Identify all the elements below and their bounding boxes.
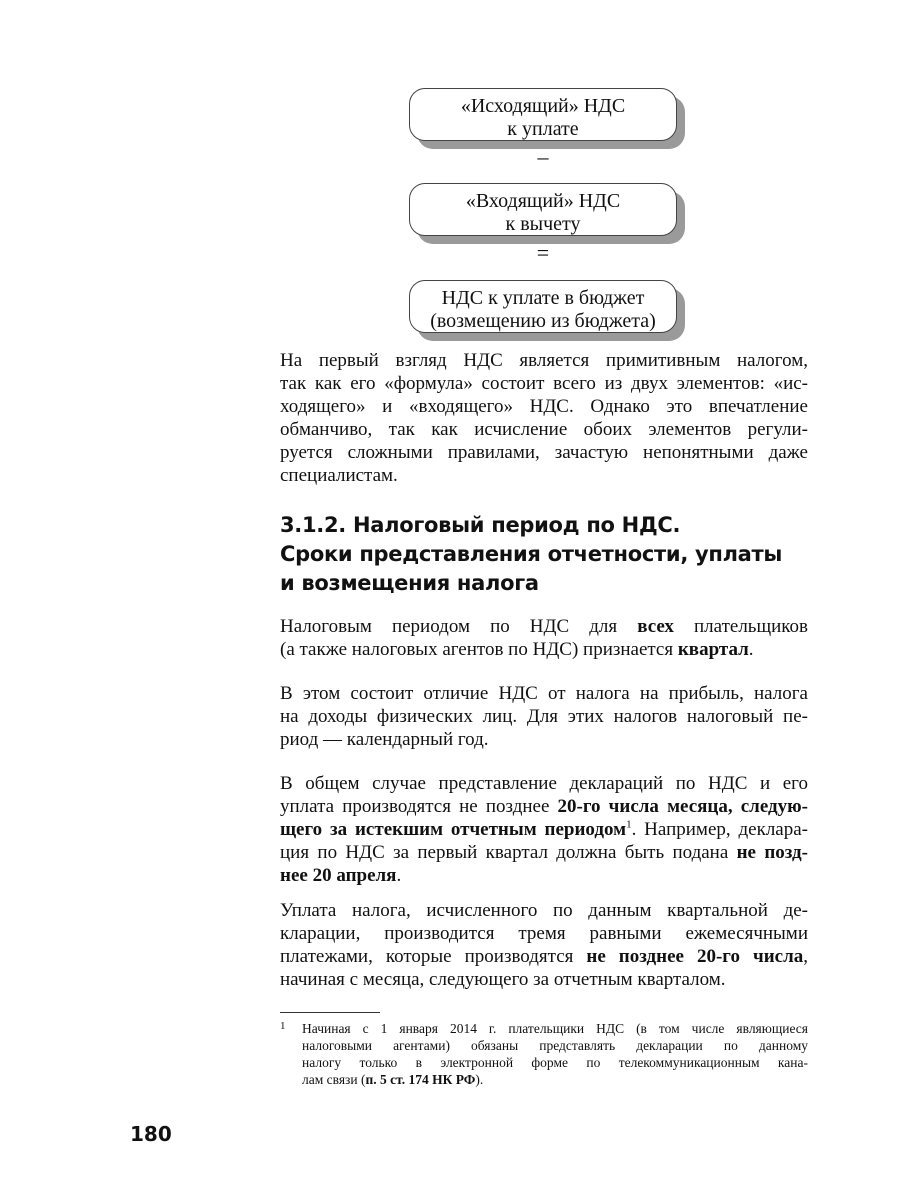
bold-text: нее 20 апреля <box>280 865 397 886</box>
box-line: НДС к уплате в бюджет <box>441 287 645 309</box>
footnote-mark: 1 <box>280 1020 286 1032</box>
text-line: обманчиво, так как исчисление обоих элементов регули- <box>280 419 808 440</box>
bold-text: п. 5 ст. 174 НК РФ <box>365 1072 476 1087</box>
text-line: В общем случае представление деклараций по НДС и его <box>280 773 808 794</box>
heading-line: Сроки представления отчетности, уплаты <box>280 542 783 566</box>
box-line: к уплате <box>507 118 579 140</box>
outgoing-vat-box <box>409 88 677 141</box>
intro-paragraph <box>280 349 808 487</box>
text-line: Начиная с 1 января 2014 г. плательщики НДС (в том числе являющиеся <box>302 1021 808 1036</box>
text-line: (а также налоговых агентов по НДС) признается квартал. <box>280 639 754 660</box>
text-line: лам связи (п. 5 ст. 174 НК РФ). <box>302 1072 484 1087</box>
difference-paragraph <box>280 682 808 751</box>
text-line: специалистам. <box>280 465 398 486</box>
text-line: риод — календарный год. <box>280 729 489 750</box>
box-line: к вычету <box>505 213 581 235</box>
minus-operator: – <box>537 144 549 169</box>
text-line: начиная с месяца, следующего за отчетным кварталом. <box>280 969 726 990</box>
section-heading <box>280 511 840 598</box>
text-line: налогу только в электронной форме по телекоммуникационным кана- <box>302 1055 808 1070</box>
box-line: «Исходящий» НДС <box>460 95 626 117</box>
equals-operator: = <box>536 240 550 265</box>
heading-line: 3.1.2. Налоговый период по НДС. <box>280 513 681 537</box>
deadline-paragraph <box>280 772 808 887</box>
text-line: платежами, которые производятся не позднее 20-го числа, <box>280 946 808 967</box>
page-number: 180 <box>130 1122 172 1146</box>
footnote <box>280 1020 808 1088</box>
footnote-text <box>302 1020 808 1088</box>
bold-text: квартал <box>677 639 749 660</box>
text-line: ция по НДС за первый квартал должна быть подана не позд- <box>280 842 808 863</box>
tax-period-paragraph <box>280 615 808 661</box>
bold-text: не позднее 20-го числа <box>586 946 804 967</box>
box-line: «Входящий» НДС <box>465 190 621 212</box>
text-line: кларации, производится тремя равными ежемесячными <box>280 923 808 944</box>
text-line: налоговыми агентами) обязаны представлять декларации по данному <box>302 1038 808 1053</box>
text-line: нее 20 апреля. <box>280 865 402 886</box>
vat-payable-box <box>409 280 677 333</box>
text-line: Уплата налога, исчисленного по данным квартальной де- <box>280 900 808 921</box>
text-line: так как его «формула» состоит всего из двух элементов: «ис- <box>280 373 808 394</box>
text-line: руется сложными правилами, зачастую непонятными даже <box>280 442 808 463</box>
incoming-vat-box <box>409 183 677 236</box>
text-line: ходящего» и «входящего» НДС. Однако это впечатление <box>280 396 808 417</box>
footnote-separator <box>280 1012 380 1013</box>
text-line: уплата производятся не позднее 20-го числа месяца, следую- <box>280 796 808 817</box>
footnote-ref: 1 <box>626 818 632 831</box>
bold-text: щего за истекшим отчетным периодом <box>280 819 627 840</box>
payment-paragraph <box>280 899 808 991</box>
bold-text: всех <box>637 616 674 637</box>
box-line: (возмещению из бюджета) <box>430 310 656 332</box>
bold-text: 20-го числа месяца, следую- <box>557 796 808 817</box>
text-line: Налоговым периодом по НДС для всех плательщиков <box>280 616 809 637</box>
text-line: На первый взгляд НДС является примитивным налогом, <box>280 350 808 371</box>
text-line: щего за истекшим отчетным периодом$^1$. Например, деклара- <box>280 818 808 840</box>
text-line: В этом состоит отличие НДС от налога на прибыль, налога <box>280 683 808 704</box>
bold-text: не позд- <box>736 842 808 863</box>
text-line: на доходы физических лиц. Для этих налогов налоговый пе- <box>280 706 808 727</box>
heading-line: и возмещения налога <box>280 571 539 595</box>
